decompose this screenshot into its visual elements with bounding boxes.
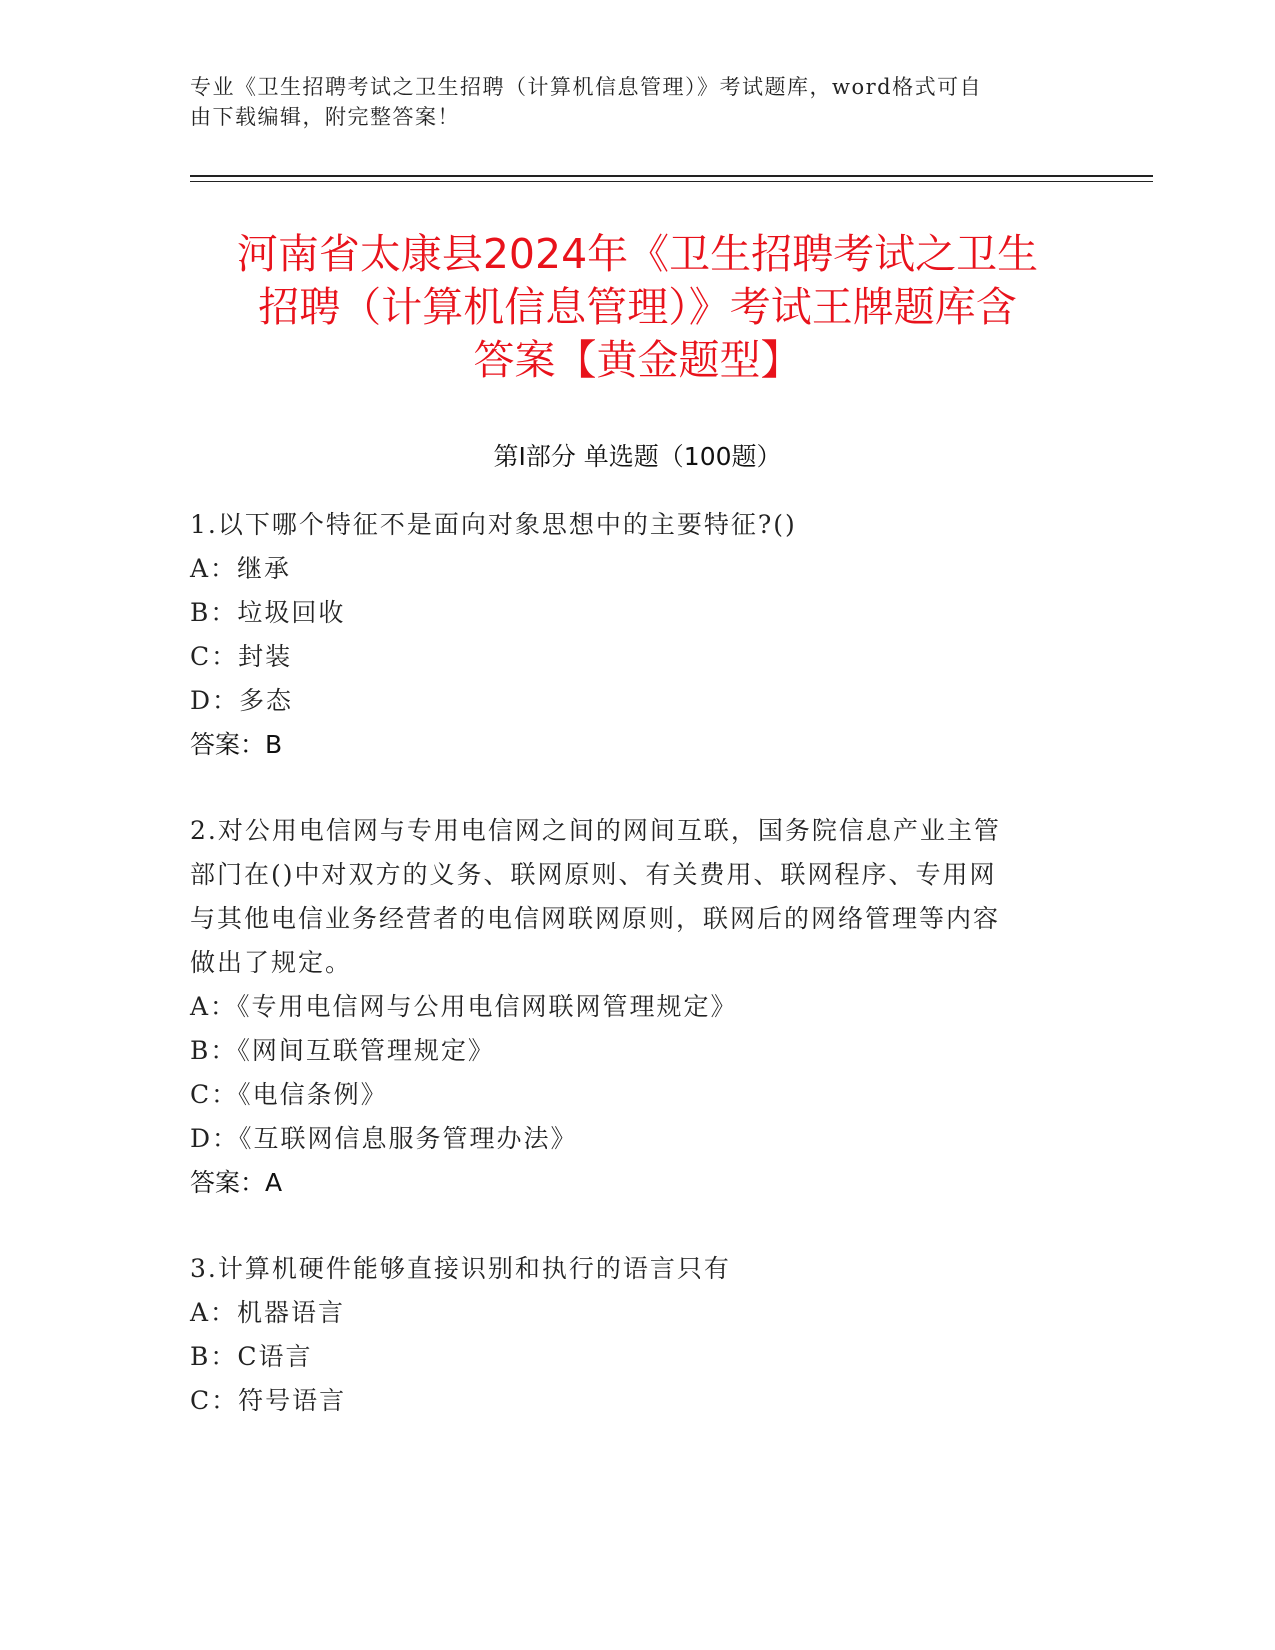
option-d: D：《互联网信息服务管理办法》 xyxy=(190,1124,578,1153)
header-note-line: 专业《卫生招聘考试之卫生招聘（计算机信息管理）》考试题库，word格式可自 xyxy=(190,75,983,99)
option-a: A：《专用电信网与公用电信网联网管理规定》 xyxy=(190,992,738,1021)
title-line: 招聘（计算机信息管理）》考试王牌题库含 xyxy=(258,283,1017,331)
question-stem: 与其他电信业务经营者的电信网联网原则，联网后的网络管理等内容 xyxy=(190,904,1001,933)
option-b: B：C语言 xyxy=(190,1342,313,1371)
answer-line: 答案：A xyxy=(190,1168,283,1197)
header-note xyxy=(190,72,1090,132)
question-stem: 做出了规定。 xyxy=(190,948,353,977)
document-title xyxy=(150,228,1125,387)
question-stem: 3.计算机硬件能够直接识别和执行的语言只有 xyxy=(190,1254,731,1283)
option-d: D：多态 xyxy=(190,686,294,715)
header-rule-thick xyxy=(190,175,1153,177)
option-c: C：符号语言 xyxy=(190,1386,347,1415)
option-a: A：机器语言 xyxy=(190,1298,346,1327)
option-c: C：《电信条例》 xyxy=(190,1080,388,1109)
title-line: 答案【黄金题型】 xyxy=(473,336,802,384)
title-line: 河南省太康县2024年《卫生招聘考试之卫生 xyxy=(236,230,1039,278)
header-note-line: 由下载编辑，附完整答案！ xyxy=(190,105,460,129)
option-a: A：继承 xyxy=(190,554,292,583)
option-c: C：封装 xyxy=(190,642,293,671)
answer-line: 答案：B xyxy=(190,730,283,759)
header-rule-thin xyxy=(190,181,1153,182)
section-title: 第I部分 单选题（100题） xyxy=(493,442,782,471)
question-stem: 2.对公用电信网与专用电信网之间的网间互联，国务院信息产业主管 xyxy=(190,816,1001,845)
question-stem: 1.以下哪个特征不是面向对象思想中的主要特征?() xyxy=(190,510,797,539)
option-b: B：垃圾回收 xyxy=(190,598,346,627)
question-stem: 部门在()中对双方的义务、联网原则、有关费用、联网程序、专用网 xyxy=(190,860,997,889)
option-b: B：《网间互联管理规定》 xyxy=(190,1036,495,1065)
